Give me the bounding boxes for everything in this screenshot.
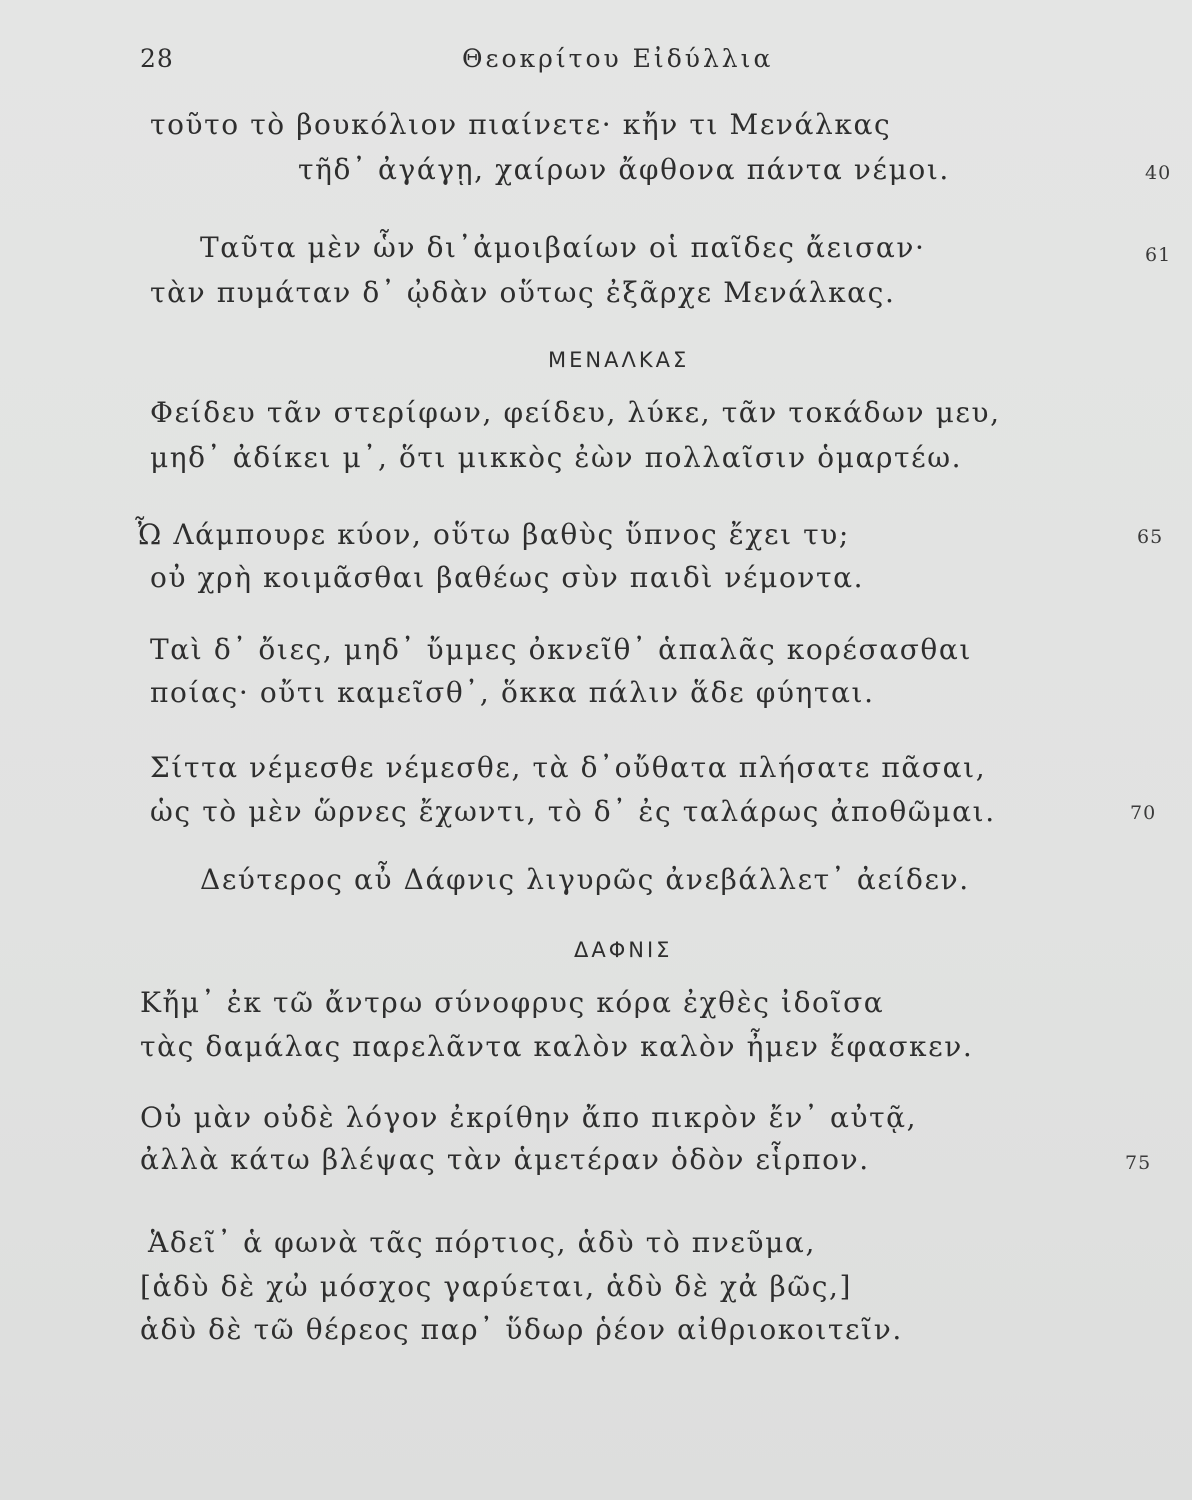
- page-number: 28: [140, 44, 174, 73]
- speaker-heading: ΔΑΦΝΙΣ: [574, 938, 673, 962]
- verse-line: Δεύτερος αὖ Δάφνις λιγυρῶς ἀνεβάλλετ᾽ ἀείδεν.: [200, 863, 970, 896]
- verse-line: τῆδ᾽ ἀγάγῃ, χαίρων ἄφθονα πάντα νέμοι.: [298, 153, 950, 186]
- verse-line: Φείδευ τᾶν στερίφων, φείδευ, λύκε, τᾶν τοκάδων μευ,: [150, 396, 1001, 429]
- speaker-heading: ΜΕΝΑΛΚΑΣ: [548, 348, 690, 372]
- verse-line: [ἁδὺ δὲ χὠ μόσχος γαρύεται, ἁδὺ δὲ χἀ βῶς,]: [140, 1270, 853, 1303]
- verse-line: τὰν πυμάταν δ᾽ ᾠδὰν οὕτως ἐξᾶρχε Μενάλκας.: [150, 276, 896, 309]
- line-number: 65: [1137, 526, 1164, 548]
- verse-line: ὡς τὸ μὲν ὥρνες ἔχωντι, τὸ δ᾽ ἐς ταλάρως ἀποθῶμαι.: [150, 795, 996, 828]
- verse-line: Κἤμ᾽ ἐκ τῶ ἄντρω σύνοφρυς κόρα ἐχθὲς ἰδοῖσα: [140, 986, 885, 1019]
- line-number: 40: [1145, 162, 1172, 184]
- verse-line: ἁδὺ δὲ τῶ θέρεος παρ᾽ ὕδωρ ῥέον αἰθριοκοιτεῖν.: [140, 1313, 903, 1346]
- page-header: [0, 44, 1192, 84]
- line-number: 61: [1145, 244, 1172, 266]
- verse-line: Οὐ μὰν οὐδὲ λόγον ἐκρίθην ἄπο πικρὸν ἔν᾽ αὐτᾷ,: [140, 1101, 918, 1134]
- verse-line: ἀλλὰ κάτω βλέψας τὰν ἁμετέραν ὁδὸν εἷρπον.: [140, 1143, 870, 1176]
- verse-line: Σίττα νέμεσθε νέμεσθε, τὰ δ᾽οὔθατα πλήσατε πᾶσαι,: [150, 751, 987, 784]
- running-title: Θεοκρίτου Εἰδύλλια: [462, 44, 774, 73]
- verse-line: Ἁδεῖ᾽ ἁ φωνὰ τᾶς πόρτιος, ἁδὺ τὸ πνεῦμα,: [148, 1226, 816, 1259]
- line-number: 75: [1125, 1152, 1152, 1174]
- verse-line: ποίας· οὔτι καμεῖσθ᾽, ὅκκα πάλιν ἅδε φύηται.: [150, 676, 875, 709]
- verse-line: μηδ᾽ ἀδίκει μ᾽, ὅτι μικκὸς ἐὼν πολλαῖσιν ὁμαρτέω.: [150, 441, 963, 474]
- line-number: 70: [1130, 802, 1157, 824]
- verse-line: Ὦ Λάμπουρε κύον, οὕτω βαθὺς ὕπνος ἔχει τυ;: [135, 518, 850, 551]
- verse-line: οὐ χρὴ κοιμᾶσθαι βαθέως σὺν παιδὶ νέμοντα.: [150, 561, 865, 594]
- verse-line: τοῦτο τὸ βουκόλιον πιαίνετε· κἤν τι Μενάλκας: [150, 108, 892, 141]
- verse-line: Ταὶ δ᾽ ὄιες, μηδ᾽ ὔμμες ὀκνεῖθ᾽ ἁπαλᾶς κορέσασθαι: [150, 633, 972, 666]
- verse-line: τὰς δαμάλας παρελᾶντα καλὸν καλὸν ἦμεν ἔφασκεν.: [140, 1030, 974, 1063]
- verse-line: Ταῦτα μὲν ὧν δι᾽ἀμοιβαίων οἱ παῖδες ἄεισαν·: [200, 231, 926, 264]
